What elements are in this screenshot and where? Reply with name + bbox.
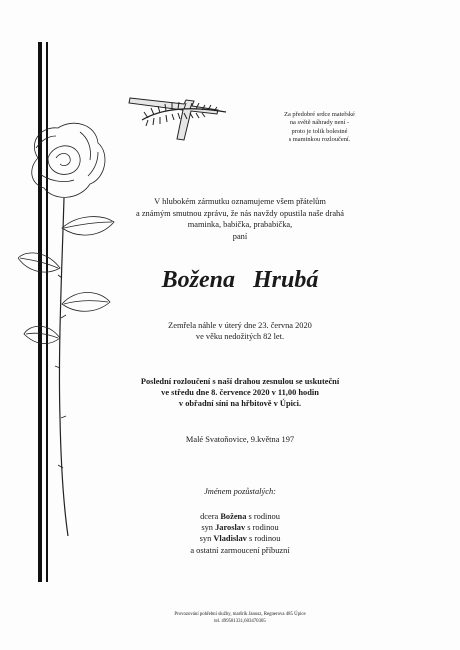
announcement-text	[120, 196, 360, 242]
announcement-line: V hlubokém zármutku oznamujeme všem přátelům	[154, 197, 326, 206]
deceased-last-name: Hrubá	[253, 267, 319, 293]
funeral-line: v obřadní síni na hřbitově v Úpici.	[178, 399, 302, 408]
place-date: Malé Svatoňovice, 9.května 197	[185, 435, 295, 444]
announcement-line: paní	[232, 231, 248, 241]
funeral-line: ve středu dne 8. července 2020 v 11,00 hodin	[161, 388, 319, 397]
deceased-first-name: Božena	[161, 267, 235, 293]
death-line: Zemřela náhle v úterý dne 23. června 2020	[168, 321, 312, 330]
quote-line: proto je tolik bolestné	[291, 127, 348, 135]
announcement-line: a známým smutnou zprávu, že nás navždy opustila naše drahá	[136, 208, 344, 218]
mourners-list	[120, 511, 360, 556]
quote-line: s maminkou rozloučení.	[288, 135, 351, 143]
mourner-item: syn Jaroslav s rodinou	[201, 523, 279, 533]
rose-icon	[18, 118, 118, 538]
cross-icon	[122, 84, 232, 144]
mourner-item: syn Vladislav s rodinou	[199, 534, 281, 544]
death-line: ve věku nedožitých 82 let.	[195, 332, 285, 341]
deceased-name	[120, 266, 360, 294]
footer-line: Provozování pohřební služby, maršrík Janusz, Regnerova 485 Úpice	[174, 612, 306, 617]
footer-line: tel. 499581331,603470305	[214, 618, 266, 624]
quote-line: na světě náhrady není -	[289, 119, 350, 127]
quote-block	[262, 111, 377, 144]
announcement-line: maminka, babička, prababička,	[187, 220, 293, 229]
mourners-title: Jménem pozůstalých:	[204, 487, 276, 496]
mourner-item: dcera Božena s rodinou	[200, 512, 280, 521]
funeral-details	[120, 376, 360, 409]
funeral-line: Poslední rozloučení s naší drahou zesnulou se uskuteční	[140, 377, 340, 386]
mourner-item: a ostatní zarmoucení příbuzní	[190, 545, 290, 555]
death-details	[120, 320, 360, 342]
quote-line: Za předobré srdce mateřské	[284, 111, 355, 118]
funeral-service-footer	[120, 612, 360, 625]
